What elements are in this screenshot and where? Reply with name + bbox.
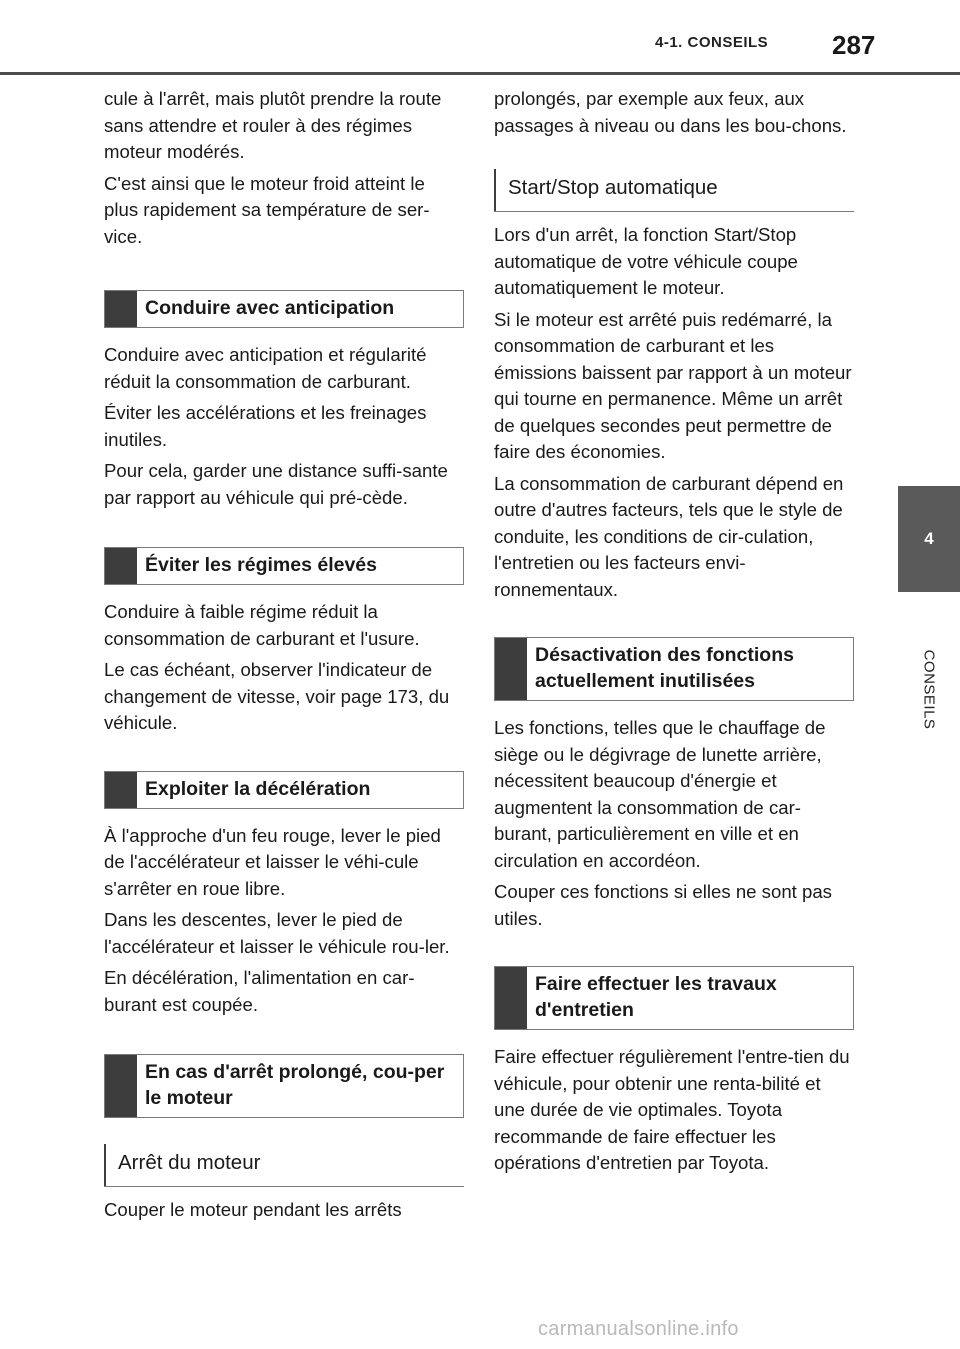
header-divider [0, 72, 960, 75]
paragraph: cule à l'arrêt, mais plutôt prendre la route sans attendre et rouler à des régimes moteur modérés. [104, 88, 442, 162]
paragraph: En décélération, l'alimentation en car-burant est coupée. [104, 967, 415, 1015]
left-column [104, 86, 464, 1229]
paragraph: Éviter les accélérations et les freinages inutiles. [104, 402, 427, 450]
chapter-tab-number: 4 [898, 486, 960, 592]
page-number: 287 [832, 30, 876, 60]
paragraph: Couper ces fonctions si elles ne sont pas utiles. [494, 881, 832, 929]
section-heading-bar [105, 548, 137, 584]
chapter-tab-label-text: CONSEILS [920, 649, 938, 729]
section-title: Désactivation des fonctions actuellement inutilisées [535, 644, 794, 692]
chapter-tab-label [898, 592, 960, 786]
section-heading-bar [105, 1055, 137, 1117]
paragraph: Conduire avec anticipation et régularité réduit la consommation de carburant. [104, 344, 427, 392]
section-heading-bar [495, 967, 527, 1029]
paragraph: La consommation de carburant dépend en outre d'autres facteurs, tels que le style de conduite, les conditions de cir-culation, l'entretien ou les facteurs envi-ronnementaux. [494, 472, 844, 600]
paragraph: Les fonctions, telles que le chauffage de siège ou le dégivrage de lunette arrière, nécessitent beaucoup d'énergie et augmentent la consommation de car-burant, particulièrement en ville et en circulation en accordéon. [494, 717, 826, 871]
section-heading [104, 547, 464, 585]
subsection-heading [494, 169, 854, 212]
section-title: Faire effectuer les travaux d'entretien [535, 973, 777, 1021]
paragraph: Dans les descentes, lever le pied de l'accélérateur et laisser le véhicule rou-ler. [104, 909, 450, 957]
section-title: Conduire avec anticipation [145, 297, 395, 319]
section-heading [494, 637, 854, 701]
paragraph: Si le moteur est arrêté puis redémarré, la consommation de carburant et les émissions baissent par rapport à un moteur qui tourne en permanence. Même un arrêt de quelques secondes peut permettre de faire des économies. [494, 308, 852, 462]
paragraph: C'est ainsi que le moteur froid atteint le plus rapidement sa température de ser-vice. [104, 172, 430, 247]
subsection-title: Arrêt du moteur [118, 1151, 261, 1174]
watermark: carmanualsonline.info [538, 1318, 739, 1340]
right-column [494, 86, 854, 1182]
section-header: 4-1. CONSEILS [655, 34, 769, 51]
paragraph: Pour cela, garder une distance suffi-sante par rapport au véhicule qui pré-cède. [104, 460, 448, 508]
section-title: En cas d'arrêt prolongé, cou-per le moteur [145, 1061, 445, 1109]
section-heading [104, 1054, 464, 1118]
section-title: Exploiter la décélération [145, 777, 371, 800]
paragraph: Faire effectuer régulièrement l'entre-tien du véhicule, pour obtenir une renta-bilité et une durée de vie optimales. Toyota recommande de faire effectuer les opérations d'entretien par Toyota. [494, 1046, 850, 1173]
section-heading-bar [495, 638, 527, 700]
section-heading-bar [105, 772, 137, 808]
paragraph: prolongés, par exemple aux feux, aux passages à niveau ou dans les bou-chons. [494, 88, 847, 136]
section-heading [104, 290, 464, 328]
paragraph: Le cas échéant, observer l'indicateur de changement de vitesse, voir page 173, du véhicule. [104, 659, 450, 733]
paragraph: À l'approche d'un feu rouge, lever le pied de l'accélérateur et laisser le véhi-cule s'arrêter en roue libre. [104, 824, 441, 899]
paragraph: Couper le moteur pendant les arrêts [104, 1199, 402, 1220]
section-heading [104, 771, 464, 809]
paragraph: Conduire à faible régime réduit la consommation de carburant et l'usure. [104, 601, 420, 649]
subsection-heading [104, 1144, 464, 1187]
paragraph: Lors d'un arrêt, la fonction Start/Stop automatique de votre véhicule coupe automatiquement le moteur. [494, 224, 798, 298]
subsection-title: Start/Stop automatique [508, 176, 718, 199]
section-title: Éviter les régimes élevés [145, 554, 377, 576]
section-heading [494, 966, 854, 1030]
section-heading-bar [105, 291, 137, 327]
